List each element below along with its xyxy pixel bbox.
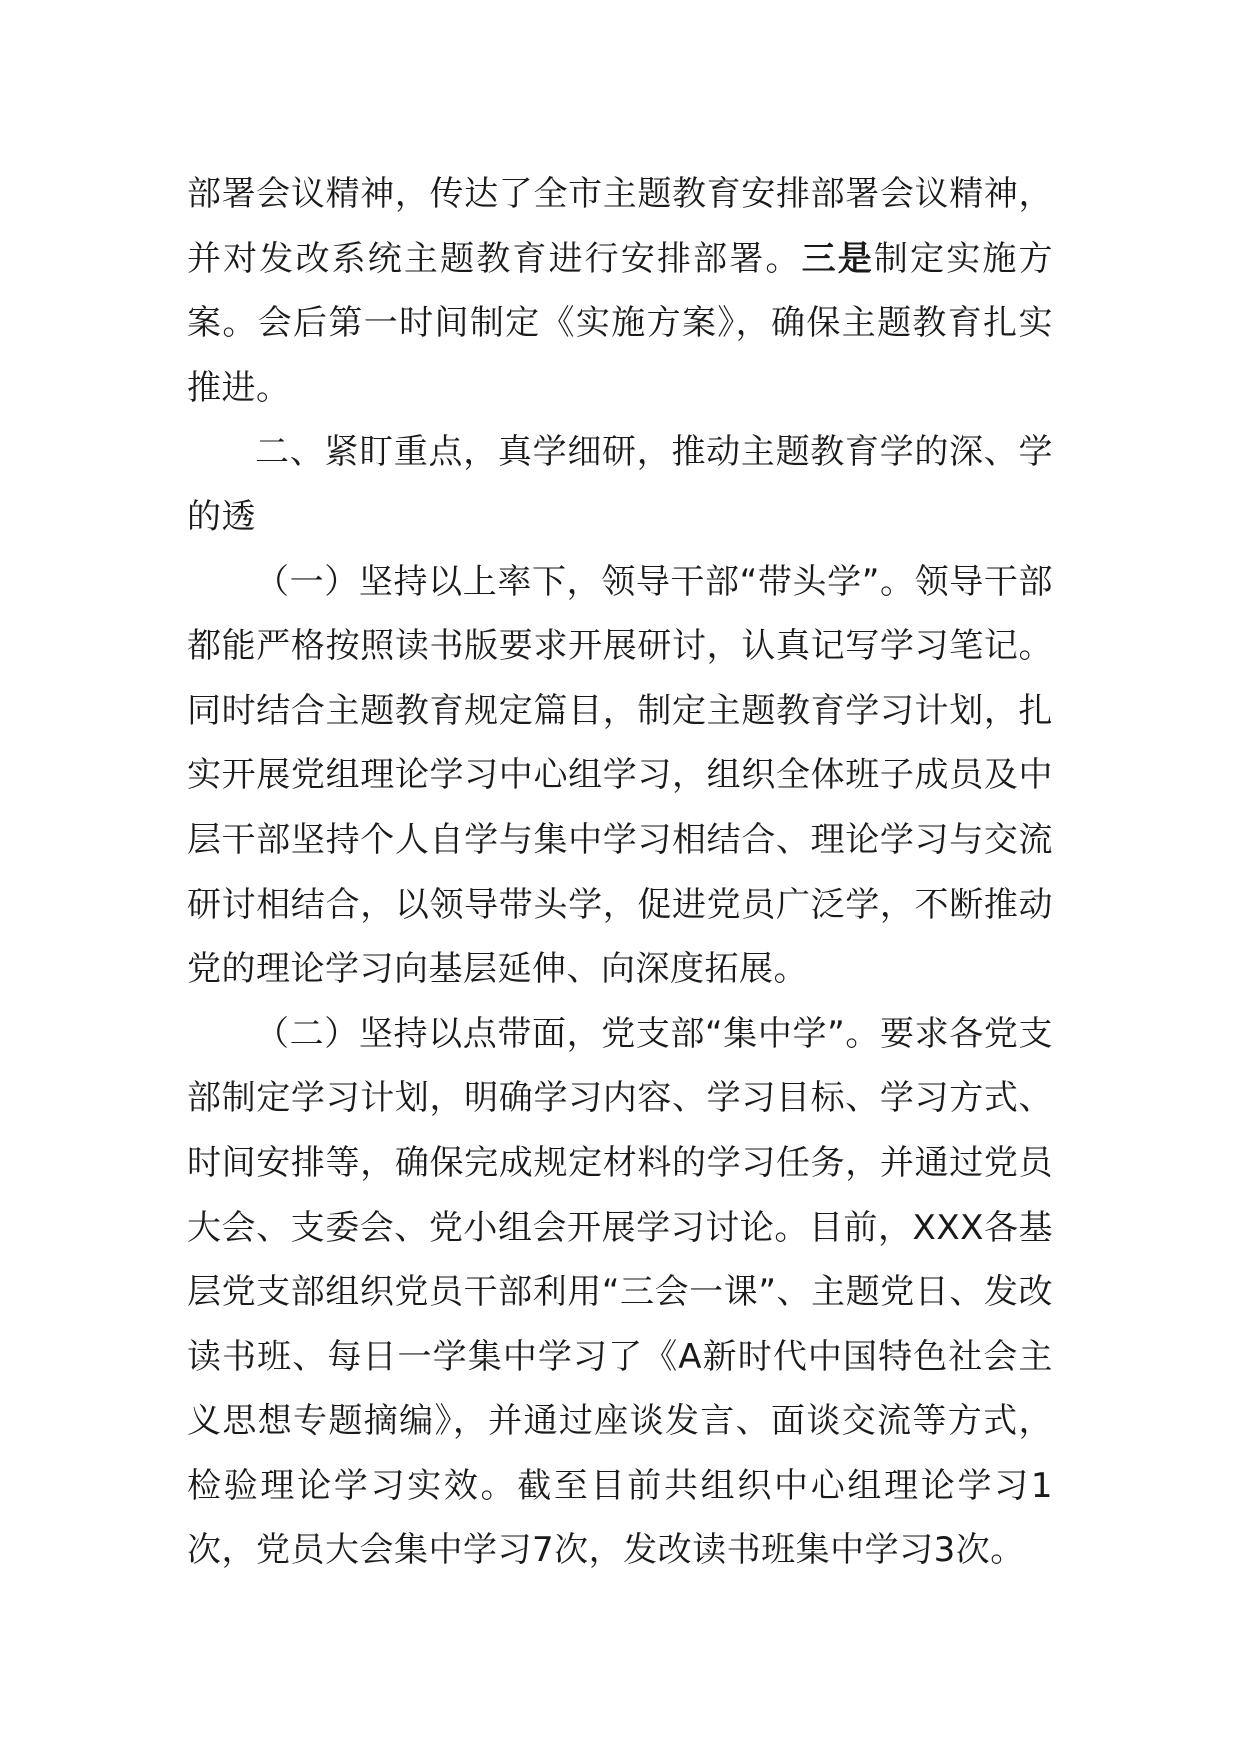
paragraph-text: （一）坚持以上率下，领导干部“带头学”。领导干部都能严格按照读书版要求开展研讨，认真记写学习笔记。同时结合主题教育规定篇目，制定主题教育学习计划，扎实开展党组理论学习中心组学习，组织全体班子成员及中层干部坚持个人自学与集中学习相结合、理论学习与交流研讨相结合，以领导带头学，促进党员广泛学，不断推动党的理论学习向基层延伸、向深度拓展。: [187, 561, 1053, 990]
document-body: [187, 162, 1053, 1583]
heading-text: 二、紧盯重点，真学细研，推动主题教育学的深、学的透: [187, 432, 1053, 537]
paragraph-text: 制定实施方案。会后第一时间制定《实施方案》，确保主题教育扎实推进。: [187, 238, 1054, 408]
section-heading: [187, 420, 1053, 549]
paragraph-branch-study: [187, 1002, 1053, 1583]
paragraph-text: （二）坚持以点带面，党支部“集中学”。要求各党支部制定学习计划，明确学习内容、学习目标、学习方式、时间安排等，确保完成规定材料的学习任务，并通过党员大会、支委会、党小组会开展学习讨论。目前，XXX各基层党支部组织党员干部利用“三会一课”、主题党日、发改读书班、每日一学集中学习了《A新时代中国特色社会主义思想专题摘编》，并通过座谈发言、面谈交流等方式，检验理论学习实效。截至目前共组织中心组理论学习1次，党员大会集中学习7次，发改读书班集中学习3次。: [187, 1013, 1053, 1571]
paragraph-deployment: [187, 162, 1053, 420]
paragraph-leaders-study: [187, 550, 1053, 1002]
bold-keyword: 三是: [801, 238, 874, 279]
paragraph-text: 部署会议精神，传达了全市主题教育安排部署会议精神，并对发改系统主题教育进行安排部署。: [187, 174, 1053, 279]
